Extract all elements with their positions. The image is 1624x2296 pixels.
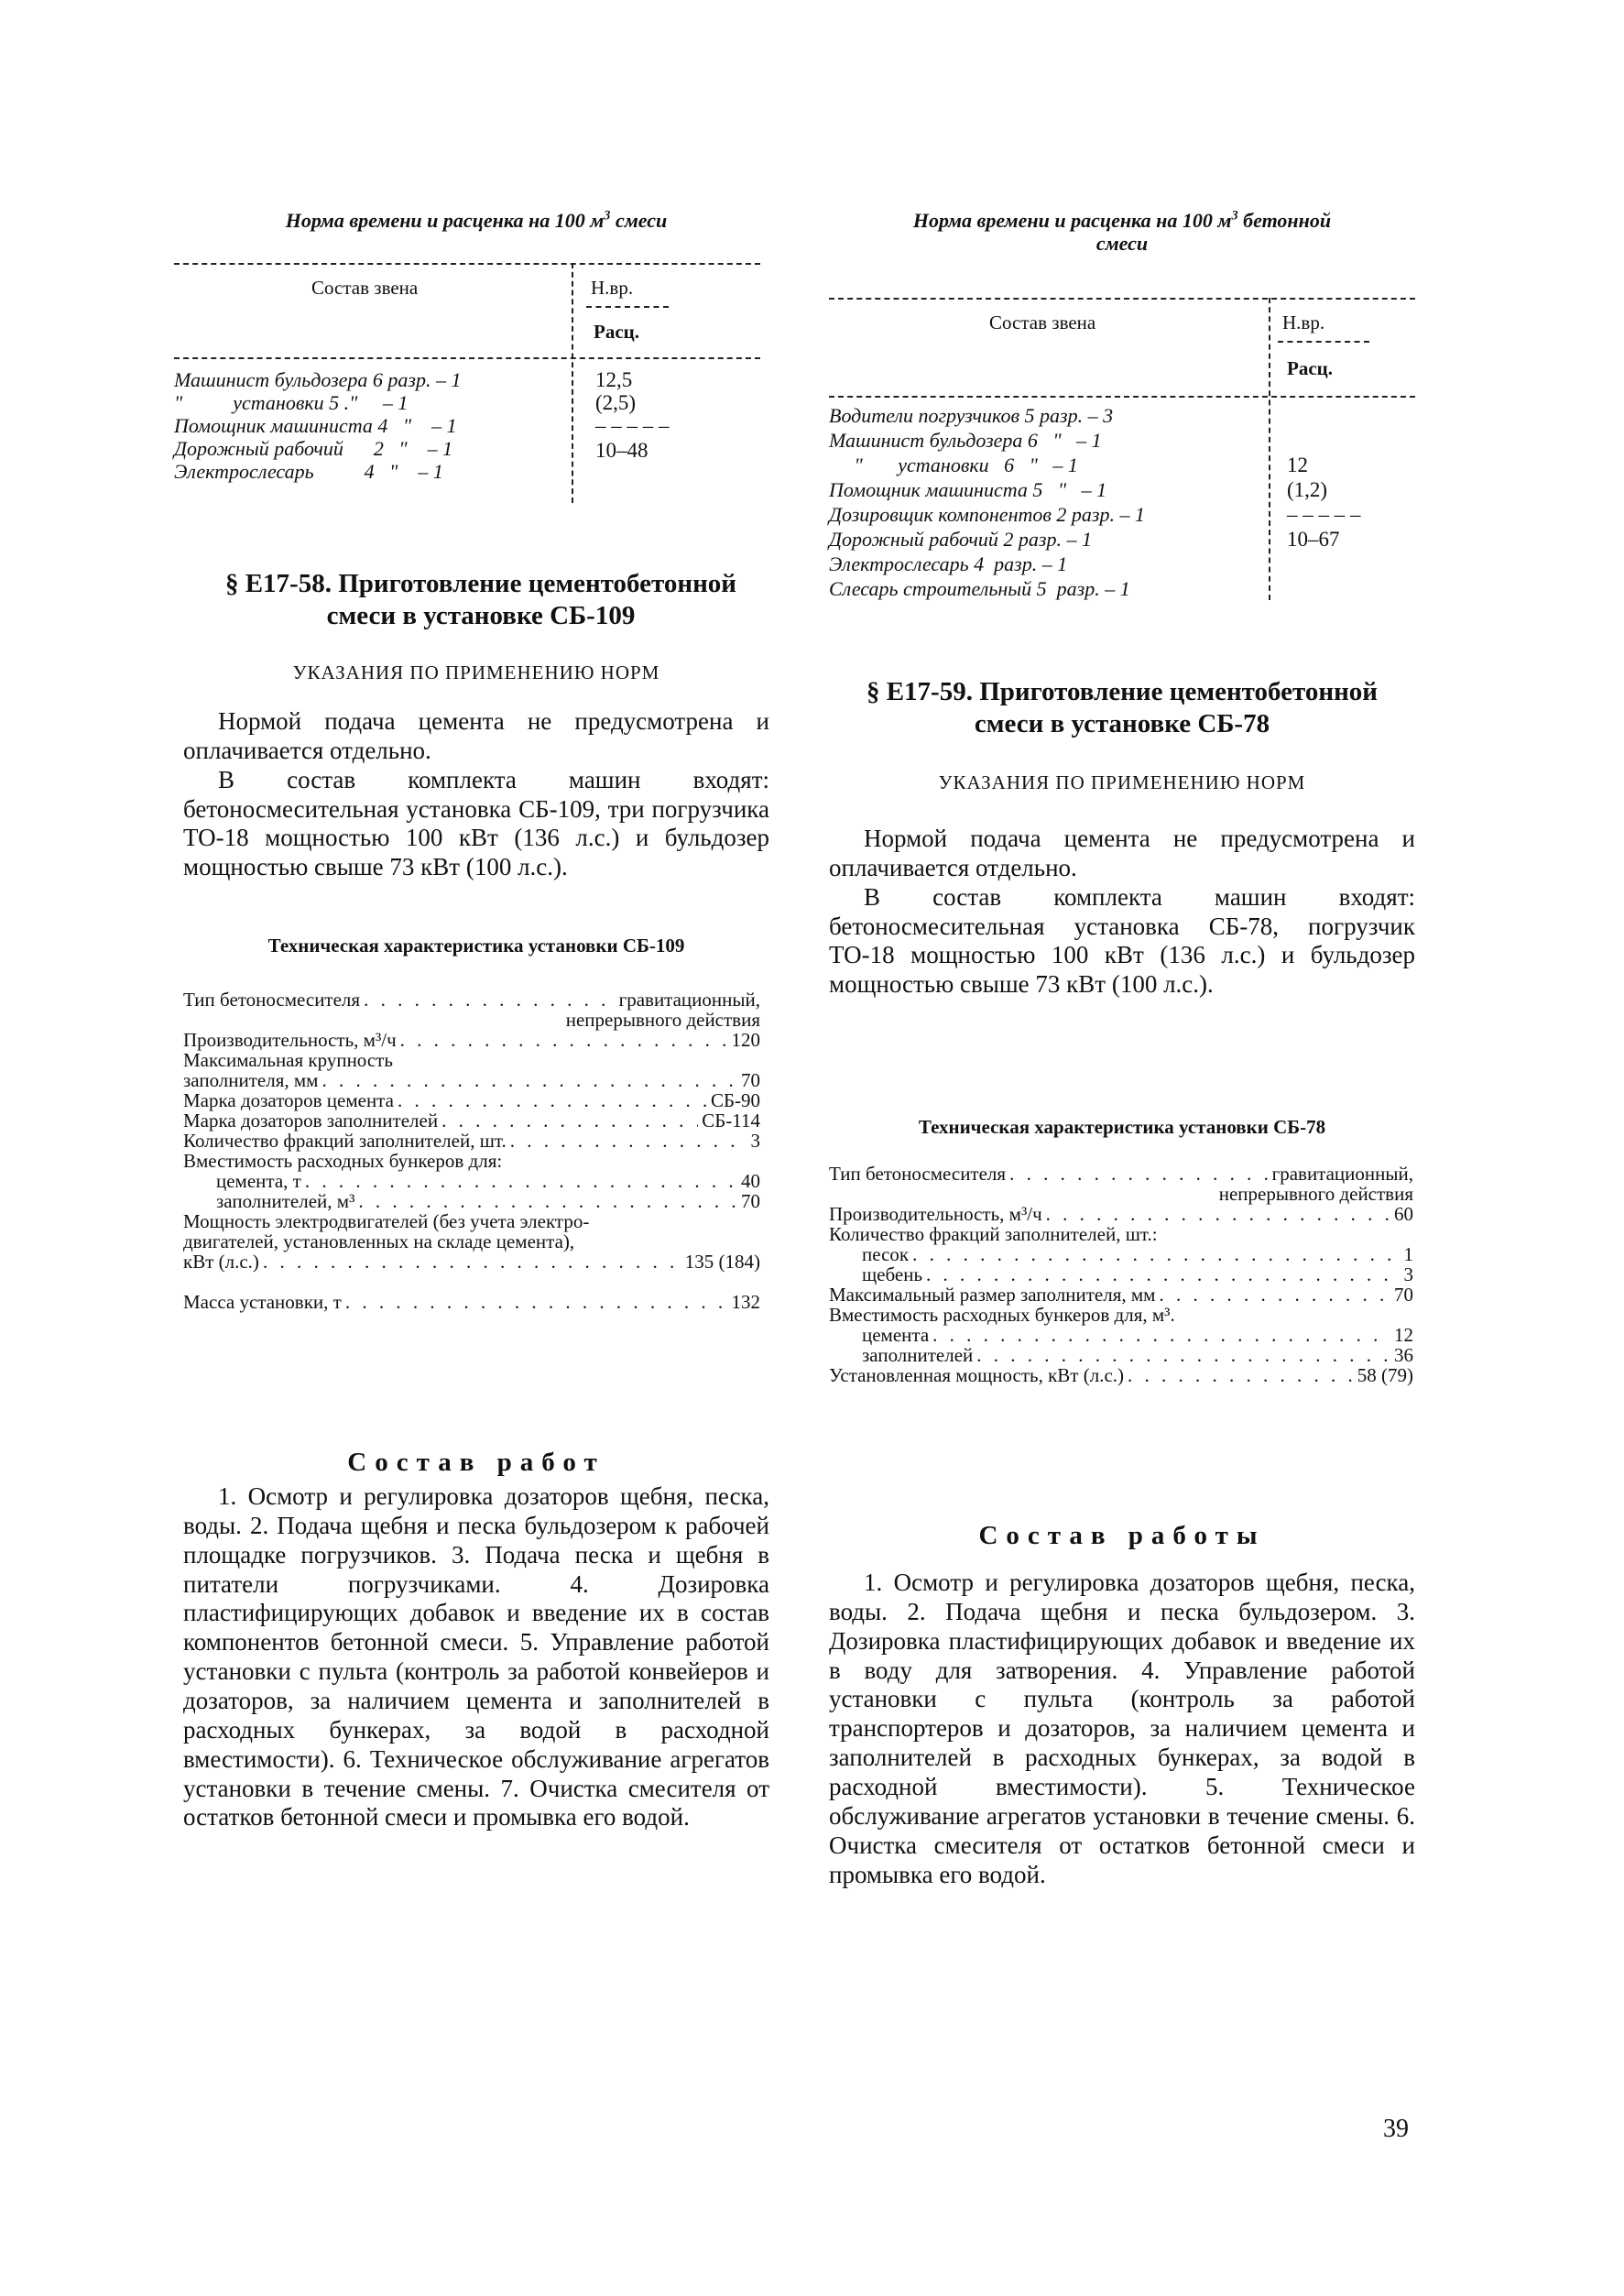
work-paragraph: 1. Осмотр и регулировка дозаторов щебня, песка, воды. 2. Подача щебня и песка бульдозером. 3. Дозировка пластифицирующих добавок и введение их в воду для затворения. 4. Управление работой установки с пульта (контроль за работой транспортеров и дозаторов, за наличием цемента и заполнителей в расходных бункерах, за водой в расходной вместимости). 5. Техническое обслуживание агрегатов установки в течение смены. 6. Очистка смесителя от остатков бетонной смеси и промывка его водой. [829,1569,1415,1888]
crew-row: Помощник машиниста 5 " – 1 [829,478,1107,501]
crew-row: " установки 6 " – 1 [829,454,1078,476]
crew-row: Дозировщик компонентов 2 разр. – 1 [829,503,1146,526]
instructions-heading: УКАЗАНИЯ ПО ПРИМЕНЕНИЮ НОРМ [938,771,1306,793]
instructions-p2: В состав комплекта машин входят: бетоносмесительная установка СБ-78, погрузчик ТО-18 мощностью 100 кВт (136 л.с.) и бульдозер мощностью свыше 73 кВт (100 л.с.). [829,882,1415,999]
rate-value: 10–67 [1287,528,1340,551]
instructions-p1: Нормой подача цемента не предусмотрена и оплачивается отдельно. [183,707,769,764]
spec-value: гравитационный, [1271,1163,1413,1185]
col-rate-header: Расц. [1287,357,1333,379]
spec-label: Производительность, м³/ч [183,1029,397,1051]
spec-value: 3 [750,1130,760,1152]
spec-value: 40 [741,1170,760,1192]
spec-row-prod [183,1030,760,1050]
spec-row-cap-agg [183,1191,760,1211]
spec-cap-label: Вместимость расходных бункеров для: [183,1150,503,1172]
spec-max-label1: Максимальная крупность [183,1049,393,1071]
work-title: Состав работы [978,1521,1266,1550]
spec-value: 60 [1394,1203,1413,1225]
spec-value: 58 (79) [1357,1364,1413,1386]
section-title: § Е17-59. Приготовление цементобетонной смеси в установке СБ-78 [866,677,1379,738]
norm-caption-tail: бетонной [1237,209,1332,232]
crew-list [174,368,462,483]
crew-list [829,403,1145,601]
crew-row: Электрослесарь 4 разр. – 1 [829,552,1068,575]
spec-value: гравитационный, [618,989,760,1011]
spec-value: 1 [1403,1243,1413,1265]
crew-row: Дорожный рабочий 2 разр. – 1 [829,528,1093,551]
spec-label: Тип бетоносмесителя [183,989,361,1011]
spec-row-type [829,1164,1413,1184]
spec-row-frac [183,1131,760,1151]
spec-label: песок [862,1243,910,1265]
spec-label: щебень [862,1263,923,1285]
norm-caption-text: Норма времени и расценка на 100 м [912,209,1232,232]
crew-row: " установки 5 ." – 1 [174,391,409,414]
norm-table [824,0,1420,641]
work-text [183,1482,769,1832]
rate-value: 10–48 [595,439,649,462]
time-value: 12 [1287,454,1308,476]
norm-table [174,0,779,513]
instructions-text [183,707,769,882]
spec-label: Установленная мощность, кВт (л.с.) [829,1364,1125,1386]
spec-row-prod [829,1204,1413,1224]
spec-label: заполнителей [862,1344,974,1366]
spec-label: Тип бетоносмесителя [829,1163,1007,1185]
col-crew-header: Состав звена [311,277,419,299]
spec-row-agg [183,1110,760,1131]
spec-type-val2: непрерывного действия [1218,1183,1413,1205]
spec-label: Марка дозаторов заполнителей [183,1110,439,1132]
spec-value: 132 [731,1291,760,1313]
section-title: § Е17-58. Приготовление цементобетонной смеси в установке СБ-109 [224,569,737,630]
col-time-header: Н.вр. [1282,312,1325,333]
spec-value: 70 [741,1190,760,1212]
spec-row-cem [183,1090,760,1110]
spec-power-label1: Мощность электродвигателей (без учета электро- [183,1210,590,1232]
spec-label: заполнителя, мм [183,1069,319,1091]
spec-value: 135 (184) [684,1251,760,1273]
value-separator: – – – – – [1287,503,1361,526]
spec-value: 12 [1394,1324,1413,1346]
norm-values [1287,453,1361,552]
spec-title: Техническая характеристика установки СБ-78 [918,1116,1326,1138]
norm-caption-tail: смеси [610,209,668,232]
spec-row-max [829,1285,1413,1305]
work-paragraph: 1. Осмотр и регулировка дозаторов щебня, песка, воды. 2. Подача щебня и песка бульдозером к рабочей площадке погрузчиков. 3. Подача песка и щебня в питатели погрузчиками. 4. Дозировка пластифицирующих добавок и введение их в состав компонентов бетонной смеси. 5. Управление работой установки с пульта (контроль за работой конвейеров и дозаторов, за наличием цемента и заполнителей в расходных бункерах, за водой в расходной вместимости). 6. Техническое обслуживание агрегатов установки в течение смены. 7. Очистка смесителя от остатков бетонной смеси и промывка его водой. [183,1482,769,1831]
spec-row-mass [183,1292,760,1312]
spec-label: Максимальный размер заполнителя, мм [829,1284,1156,1306]
time-alt-value: (2,5) [595,391,637,414]
spec-list [829,1164,1413,1385]
spec-row-power [183,1252,760,1272]
col-rate-header: Расц. [594,321,639,343]
spec-value: СБ-90 [710,1089,760,1111]
spec-row-type [183,989,760,1010]
spec-row-cap-agg [829,1345,1413,1365]
instructions-heading: УКАЗАНИЯ ПО ПРИМЕНЕНИЮ НОРМ [292,661,660,683]
instructions-p2: В состав комплекта машин входят: бетоносмесительная установка СБ-109, три погрузчика ТО-18 мощностью 100 кВт (136 л.с.) и бульдозер мощностью свыше 73 кВт (100 л.с.). [183,765,769,881]
col-crew-header: Состав звена [989,312,1096,333]
spec-frac-label: Количество фракций заполнителей, шт.: [829,1223,1158,1245]
spec-row-sand [829,1244,1413,1264]
spec-row-gravel [829,1264,1413,1285]
spec-label: Производительность, м³/ч [829,1203,1042,1225]
crew-row: Машинист бульдозера 6 разр. – 1 [174,368,462,391]
page-number: 39 [1383,2115,1409,2143]
spec-row-cap-cem [183,1171,760,1191]
spec-type-val2: непрерывного действия [565,1009,760,1031]
spec-row-cap-cem [829,1325,1413,1345]
spec-list [183,989,760,1312]
spec-value: 70 [1394,1284,1413,1306]
spec-value: 70 [741,1069,760,1091]
crew-row: Электрослесарь 4 " – 1 [174,460,443,483]
crew-row: Водители погрузчиков 5 разр. – 3 [829,404,1114,427]
spec-row-power [829,1365,1413,1385]
instructions-p1: Нормой подача цемента не предусмотрена и оплачивается отдельно. [829,825,1415,881]
norm-caption-line2: смеси [1095,232,1149,256]
spec-label: заполнителей, м³ [216,1190,355,1212]
spec-label: Масса установки, т [183,1291,342,1313]
work-title: Состав работ [347,1448,605,1477]
spec-value: 3 [1403,1263,1413,1285]
crew-row: Слесарь строительный 5 разр. – 1 [829,577,1130,600]
spec-power-label2: двигателей, установленных на складе цемента), [183,1230,575,1252]
norm-caption-sup: 3 [604,208,611,224]
spec-cap-label: Вместимость расходных бункеров для, м³. [829,1304,1175,1326]
spec-value: 120 [731,1029,760,1051]
spec-label: цемента [862,1324,930,1346]
spec-label: Количество фракций заполнителей, шт. [183,1130,507,1152]
spec-label: цемента, т [216,1170,301,1192]
norm-caption-text: Норма времени и расценка на 100 м [285,209,605,232]
spec-row-max [183,1070,760,1090]
instructions-text [829,825,1415,1000]
spec-value: 36 [1394,1344,1413,1366]
norm-caption-sup: 3 [1231,208,1238,224]
spec-label: Марка дозаторов цемента [183,1089,394,1111]
col-time-header: Н.вр. [591,277,634,299]
norm-values [595,368,670,462]
spec-value: СБ-114 [702,1110,760,1132]
value-separator: – – – – – [595,414,670,437]
crew-row: Машинист бульдозера 6 " – 1 [829,429,1102,452]
spec-title: Техническая характеристика установки СБ-109 [267,935,685,957]
crew-row: Помощник машиниста 4 " – 1 [174,414,457,437]
work-text [829,1569,1415,1889]
time-value: 12,5 [595,368,633,391]
crew-row: Дорожный рабочий 2 " – 1 [174,437,453,460]
spec-label: кВт (л.с.) [183,1251,259,1273]
time-alt-value: (1,2) [1287,478,1328,501]
